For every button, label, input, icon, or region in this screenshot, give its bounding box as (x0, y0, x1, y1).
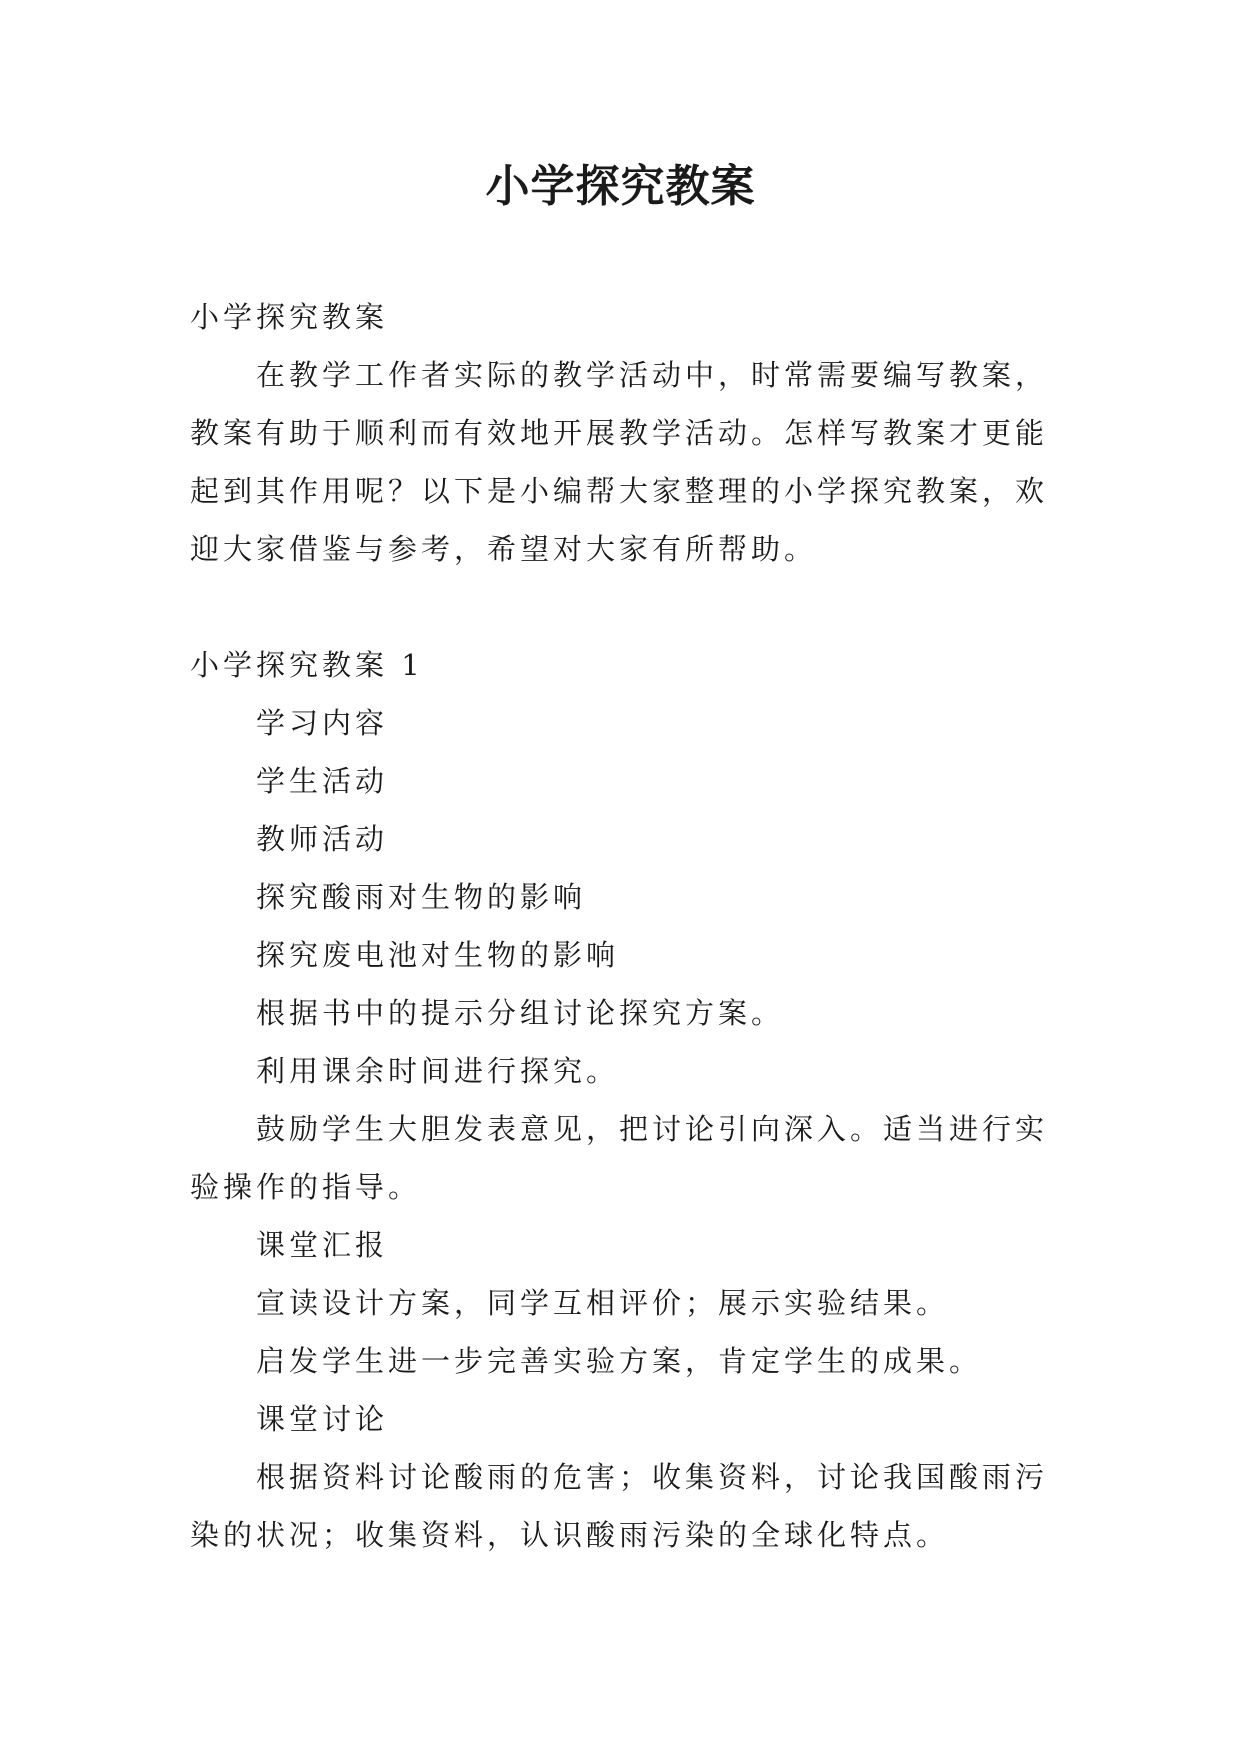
section-line: 课堂汇报 (256, 1228, 389, 1262)
section-line: 宣读设计方案，同学互相评价；展示实验结果。 (256, 1286, 950, 1320)
section-line: 探究废电池对生物的影响 (256, 938, 620, 972)
intro-heading: 小学探究教案 (190, 300, 389, 334)
section-line: 启发学生进一步完善实验方案，肯定学生的成果。 (256, 1344, 983, 1378)
intro-paragraph: 在教学工作者实际的教学活动中，时常需要编写教案，教案有助于顺利而有效地开展教学活动。怎样写教案才更能起到其作用呢？以下是小编帮大家整理的小学探究教案，欢迎大家借鉴与参考，希望对大家有所帮助。 (190, 358, 1049, 566)
section-heading: 小学探究教案 1 (190, 648, 424, 682)
section-line: 鼓励学生大胆发表意见，把讨论引向深入。适当进行实验操作的指导。 (190, 1112, 1049, 1204)
section-line: 课堂讨论 (256, 1402, 389, 1436)
section-line: 根据书中的提示分组讨论探究方案。 (256, 996, 785, 1030)
section-line: 学生活动 (256, 764, 389, 798)
section-line: 根据资料讨论酸雨的危害；收集资料，讨论我国酸雨污染的状况；收集资料，认识酸雨污染的全球化特点。 (190, 1460, 1049, 1552)
document-body (190, 288, 1050, 1564)
section-line: 探究酸雨对生物的影响 (256, 880, 587, 914)
document-title: 小学探究教案 (485, 161, 756, 212)
section-line: 学习内容 (256, 706, 389, 740)
section-line: 利用课余时间进行探究。 (256, 1054, 620, 1088)
section-line: 教师活动 (256, 822, 389, 856)
